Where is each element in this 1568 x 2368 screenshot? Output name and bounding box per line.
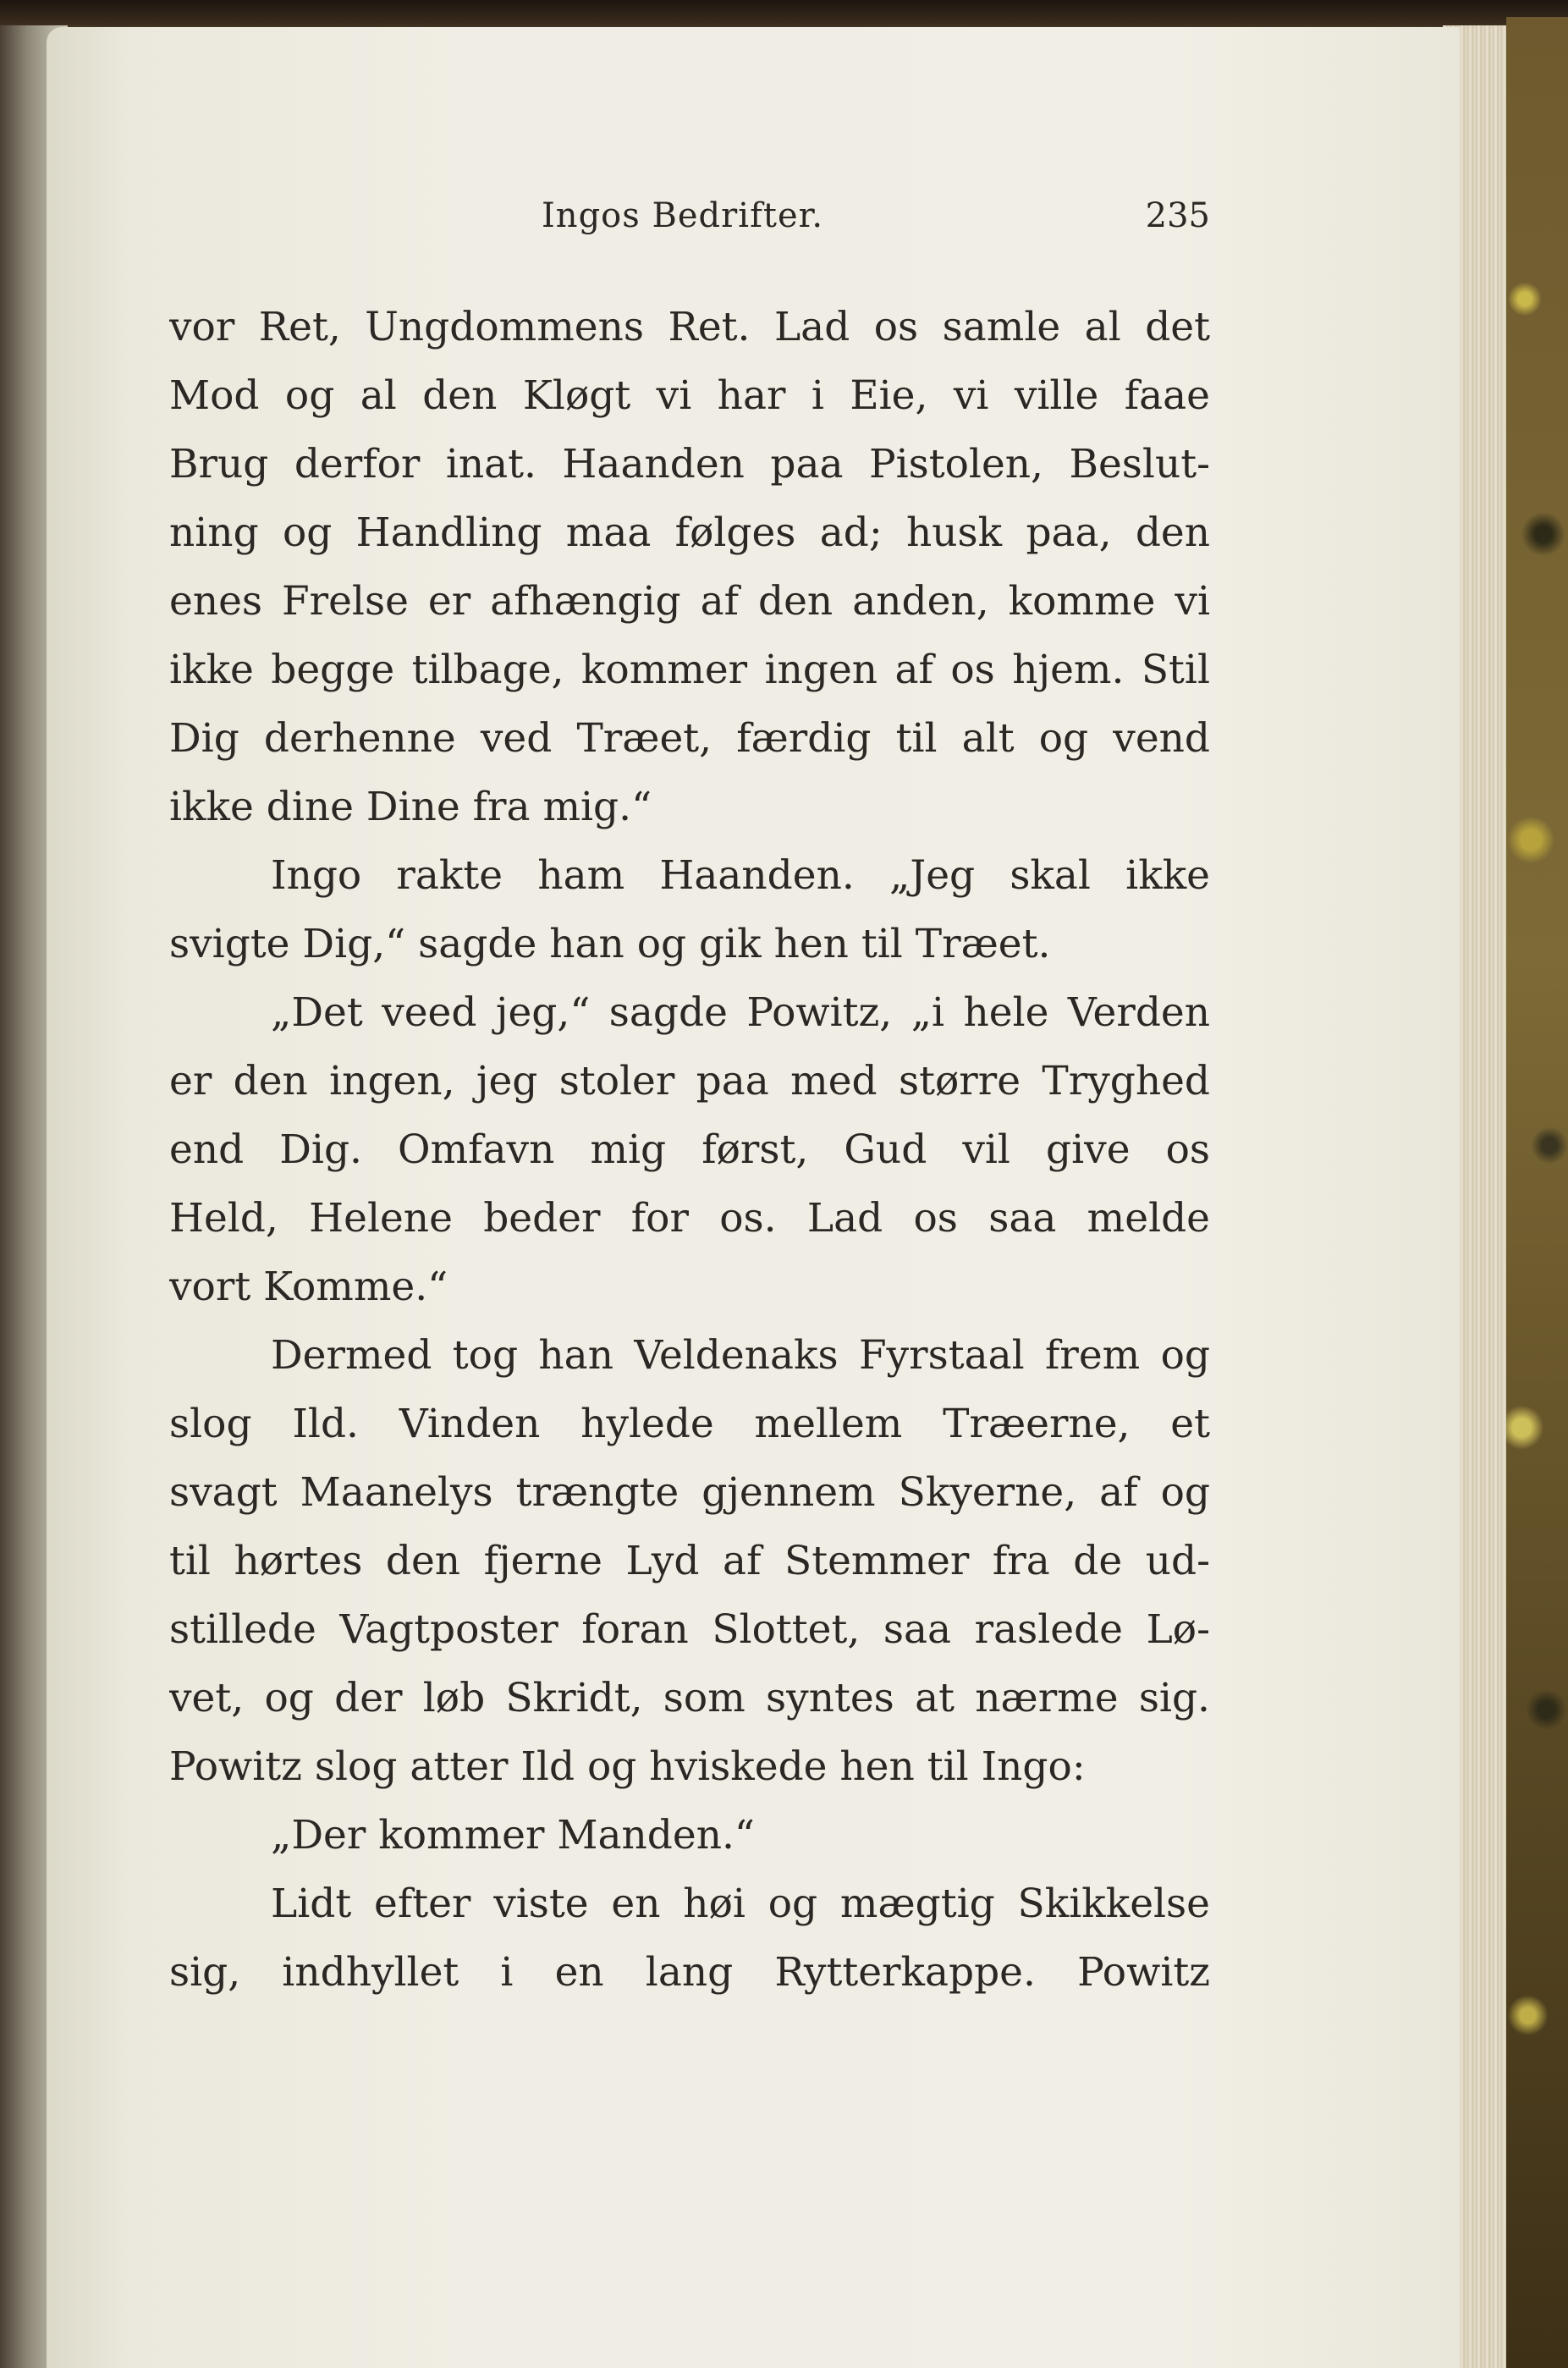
body-text (169, 293, 1210, 2007)
text-line: slog Ild. Vinden hylede mellem Træerne, et (169, 1401, 1210, 1447)
text-line: Dermed tog han Veldenaks Fyrstaal frem og (271, 1332, 1210, 1379)
text-line: „Det veed jeg,“ sagde Powitz, „i hele Verden (271, 989, 1210, 1036)
text-line: Held, Helene beder for os. Lad os saa melde (169, 1195, 1210, 1242)
text-line: vet, og der løb Skridt, som syntes at nærme sig. (169, 1675, 1210, 1721)
text-line: Ingo rakte ham Haanden. „Jeg skal ikke (271, 852, 1210, 899)
marbled-cover-board (1506, 17, 1568, 2368)
text-line: enes Frelse er afhængig af den anden, komme vi (169, 578, 1210, 625)
text-line: Mod og al den Kløgt vi har i Eie, vi ville faae (169, 372, 1210, 419)
text-line: „Der kommer Manden.“ (271, 1812, 755, 1859)
page-number: 235 (1145, 196, 1210, 235)
text-line: vor Ret, Ungdommens Ret. Lad os samle al det (169, 304, 1210, 350)
text-line: svagt Maanelys trængte gjennem Skyerne, af og (169, 1469, 1210, 1516)
text-line: svigte Dig,“ sagde han og gik hen til Træet. (169, 921, 1051, 967)
text-line: Dig derhenne ved Træet, færdig til alt og vend (169, 715, 1210, 762)
text-line: end Dig. Omfavn mig først, Gud vil give os (169, 1126, 1210, 1173)
page-header (169, 188, 1210, 247)
text-line: vort Komme.“ (169, 1264, 448, 1310)
text-line: er den ingen, jeg stoler paa med større Tryghed (169, 1058, 1210, 1104)
text-line: sig, indhyllet i en lang Rytterkappe. Powitz (169, 1949, 1210, 1996)
text-line: til hørtes den fjerne Lyd af Stemmer fra de ud- (169, 1538, 1210, 1584)
text-line: Powitz slog atter Ild og hviskede hen til Ingo: (169, 1743, 1086, 1790)
text-line: Lidt efter viste en høi og mægtig Skikkelse (271, 1881, 1210, 1927)
text-line: Brug derfor inat. Haanden paa Pistolen, Beslut- (169, 441, 1210, 487)
running-head: Ingos Bedrifter. (542, 196, 824, 235)
text-line: ikke begge tilbage, kommer ingen af os hjem. Stil (169, 647, 1210, 693)
text-line: stillede Vagtposter foran Slottet, saa raslede Lø- (169, 1606, 1210, 1653)
text-line: ikke dine Dine fra mig.“ (169, 784, 652, 830)
text-line: ning og Handling maa følges ad; husk paa, den (169, 509, 1210, 556)
